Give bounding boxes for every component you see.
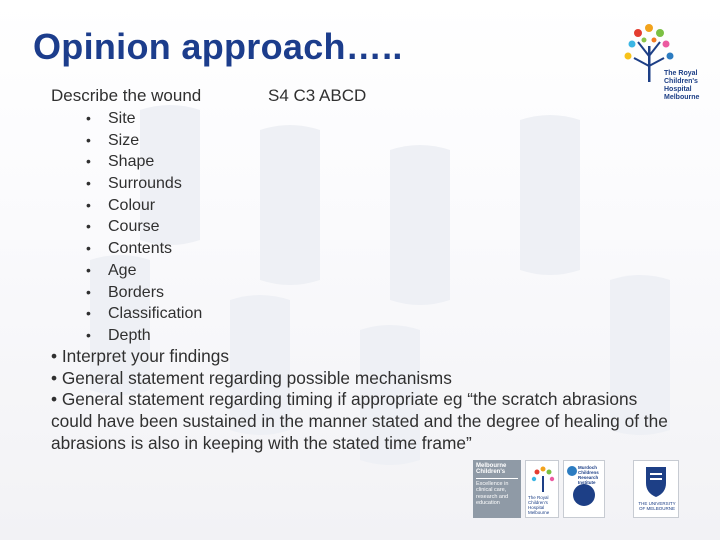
list-item	[86, 325, 202, 347]
bullet-icon: •	[86, 240, 91, 257]
melbourne-childrens-heading: Melbourne Children's	[476, 463, 518, 479]
slide-title: Opinion approach…..	[33, 26, 403, 67]
rch-small-tree-icon	[527, 462, 559, 496]
list-item	[86, 130, 202, 152]
subheading-describe: Describe the wound	[51, 86, 202, 105]
list-item	[86, 151, 202, 173]
list-item-label: Surrounds	[108, 175, 182, 193]
bullet-icon: •	[86, 218, 91, 235]
bullet-icon: •	[86, 175, 91, 192]
list-item-label: Age	[108, 261, 137, 279]
opinion-paragraphs	[51, 346, 671, 455]
uom-text: THE UNIVERSITY OF MELBOURNE	[638, 501, 676, 511]
paragraph-interpret: • Interpret your findings	[51, 346, 229, 366]
mcri-logo	[563, 460, 605, 518]
melbourne-childrens-logo	[473, 460, 521, 518]
list-item	[86, 282, 202, 304]
melbourne-childrens-tagline: Excellence in clinical care, research and education	[476, 480, 509, 507]
list-item-label: Colour	[108, 196, 156, 214]
bullet-icon: •	[86, 283, 91, 300]
bullet-icon: •	[86, 153, 91, 170]
list-item	[86, 216, 202, 238]
rch-small-text: The Royal Children's Hospital Melbourne	[528, 495, 550, 515]
wound-criteria-list	[86, 108, 202, 347]
list-item-label: Borders	[108, 283, 165, 301]
mcri-text: Murdoch Childrens Research Institute	[578, 465, 599, 485]
list-item-label: Size	[108, 131, 140, 149]
bullet-icon: •	[86, 326, 91, 343]
list-item	[86, 173, 202, 195]
list-item-label: Site	[108, 110, 136, 127]
list-item-label: Shape	[108, 153, 155, 171]
list-item	[86, 260, 202, 282]
paragraph-mechanisms: • General statement regarding possible mechanisms	[51, 367, 452, 388]
paragraph-timing: • General statement regarding timing if appropriate eg “the scratch abrasions could have been sustained in the manner stated and the degree of healing of the abrasions is also in keeping with the stated time frame”	[51, 389, 668, 453]
list-item-label: Course	[108, 218, 160, 236]
university-of-melbourne-logo	[633, 460, 679, 518]
list-item-label: Contents	[108, 240, 173, 258]
bullet-icon: •	[86, 305, 91, 322]
bullet-icon: •	[86, 196, 91, 213]
list-item-label: Depth	[108, 326, 151, 344]
bullet-icon: •	[86, 261, 91, 278]
bullet-icon: •	[86, 131, 91, 148]
list-item-label: Classification	[108, 305, 203, 323]
uom-crest-icon	[634, 463, 678, 503]
rch-small-logo	[525, 460, 559, 518]
list-item	[86, 195, 202, 217]
subheading-code: S4 C3 ABCD	[268, 86, 367, 105]
list-item	[86, 303, 202, 325]
rch-logo-text: The Royal Children's Hospital Melbourne	[664, 70, 700, 101]
list-item	[86, 108, 202, 130]
bullet-icon: •	[86, 110, 91, 126]
rch-logo	[618, 16, 708, 112]
list-item	[86, 238, 202, 260]
